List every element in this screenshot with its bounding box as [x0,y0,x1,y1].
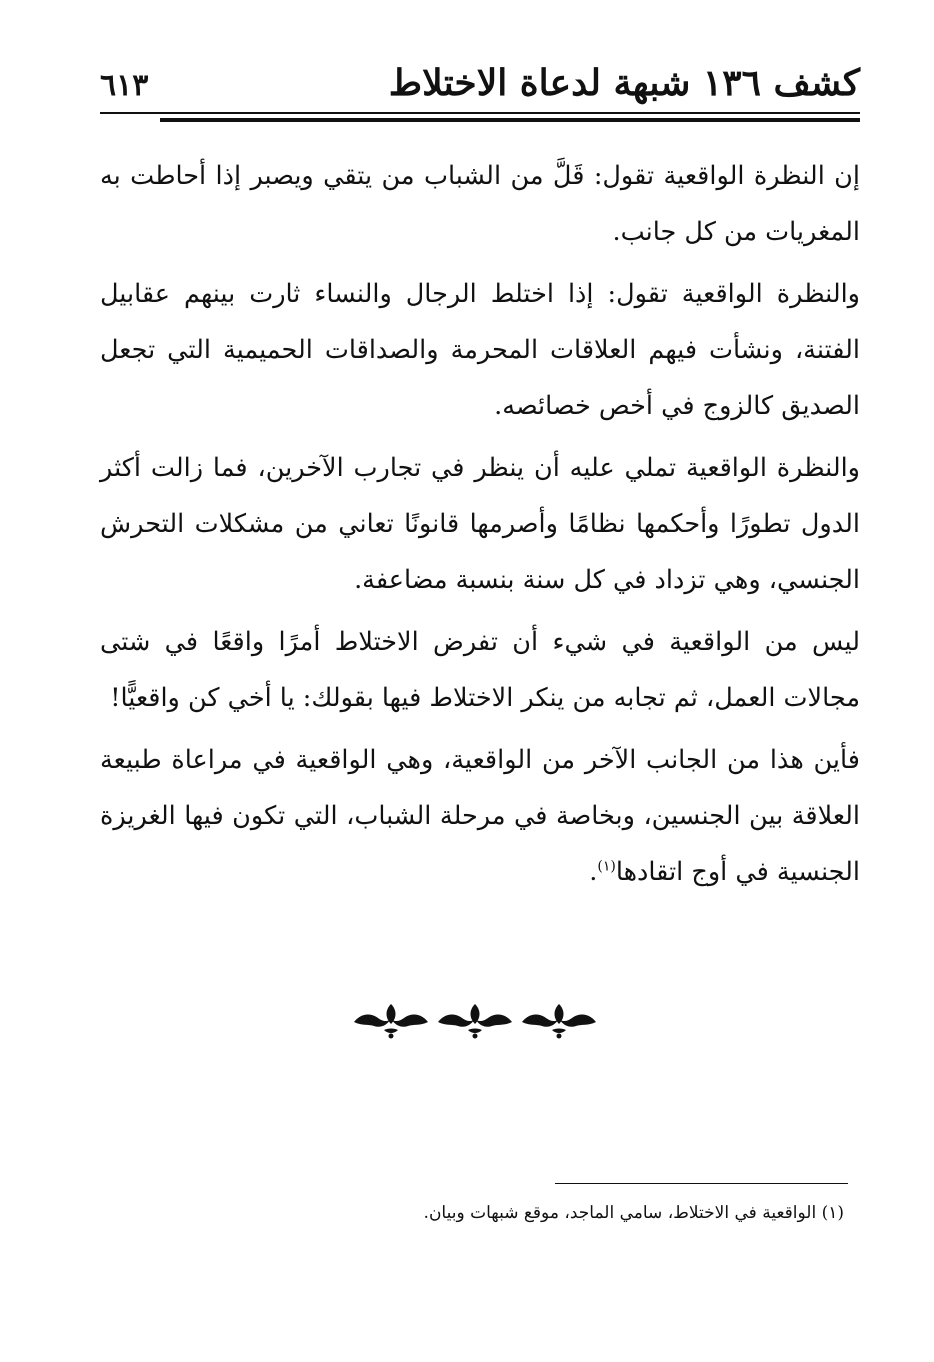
footnote-reference[interactable]: (١) [597,858,616,875]
paragraph-4: ليس من الواقعية في شيء أن تفرض الاختلاط أمرًا واقعًا في شتى مجالات العمل، ثم تجابه من ينكر الاختلاط فيها بقولك: يا أخي كن واقعيًّا! [100,627,860,713]
body-text [100,148,860,906]
paragraph-5 [100,732,860,900]
paragraph-2: والنظرة الواقعية تقول: إذا اختلط الرجال والنساء ثارت بينهم عقابيل الفتنة، ونشأت فيهم العلاقات المحرمة والصداقات الحميمية التي تجعل الصديق كالزوج في أخص خصائصه. [100,279,860,421]
page-number: ٦١٣ [100,68,149,103]
paragraph-5-text: فأين هذا من الجانب الآخر من الواقعية، وهي الواقعية في مراعاة طبيعة العلاقة بين الجنسين، وبخاصة في مرحلة الشباب، التي تكون فيها الغريزة الجنسية في أوج اتقادها [100,745,860,887]
book-title: كشف ١٣٦ شبهة لدعاة الاختلاط [388,62,860,104]
footnote-separator [555,1183,848,1184]
header-rule-thin [100,112,860,114]
header-rule-thick [160,118,860,122]
footnote: (١) الواقعية في الاختلاط، سامي الماجد، موقع شبهات وبيان. [423,1203,844,1223]
page-header [100,58,860,128]
paragraph-1: إن النظرة الواقعية تقول: قَلَّ من الشباب من يتقي ويصبر إذا أحاطت به المغريات من كل جانب. [100,161,860,247]
floral-divider-icon [352,1000,596,1040]
paragraph-5-tail: . [589,857,598,887]
paragraph-3: والنظرة الواقعية تملي عليه أن ينظر في تجارب الآخرين، فما زالت أكثر الدول تطورًا وأحكمها نظامًا وأصرمها قانونًا تعاني من مشكلات التحرش الجنسي، وهي تزداد في كل سنة بنسبة مضاعفة. [100,453,860,595]
